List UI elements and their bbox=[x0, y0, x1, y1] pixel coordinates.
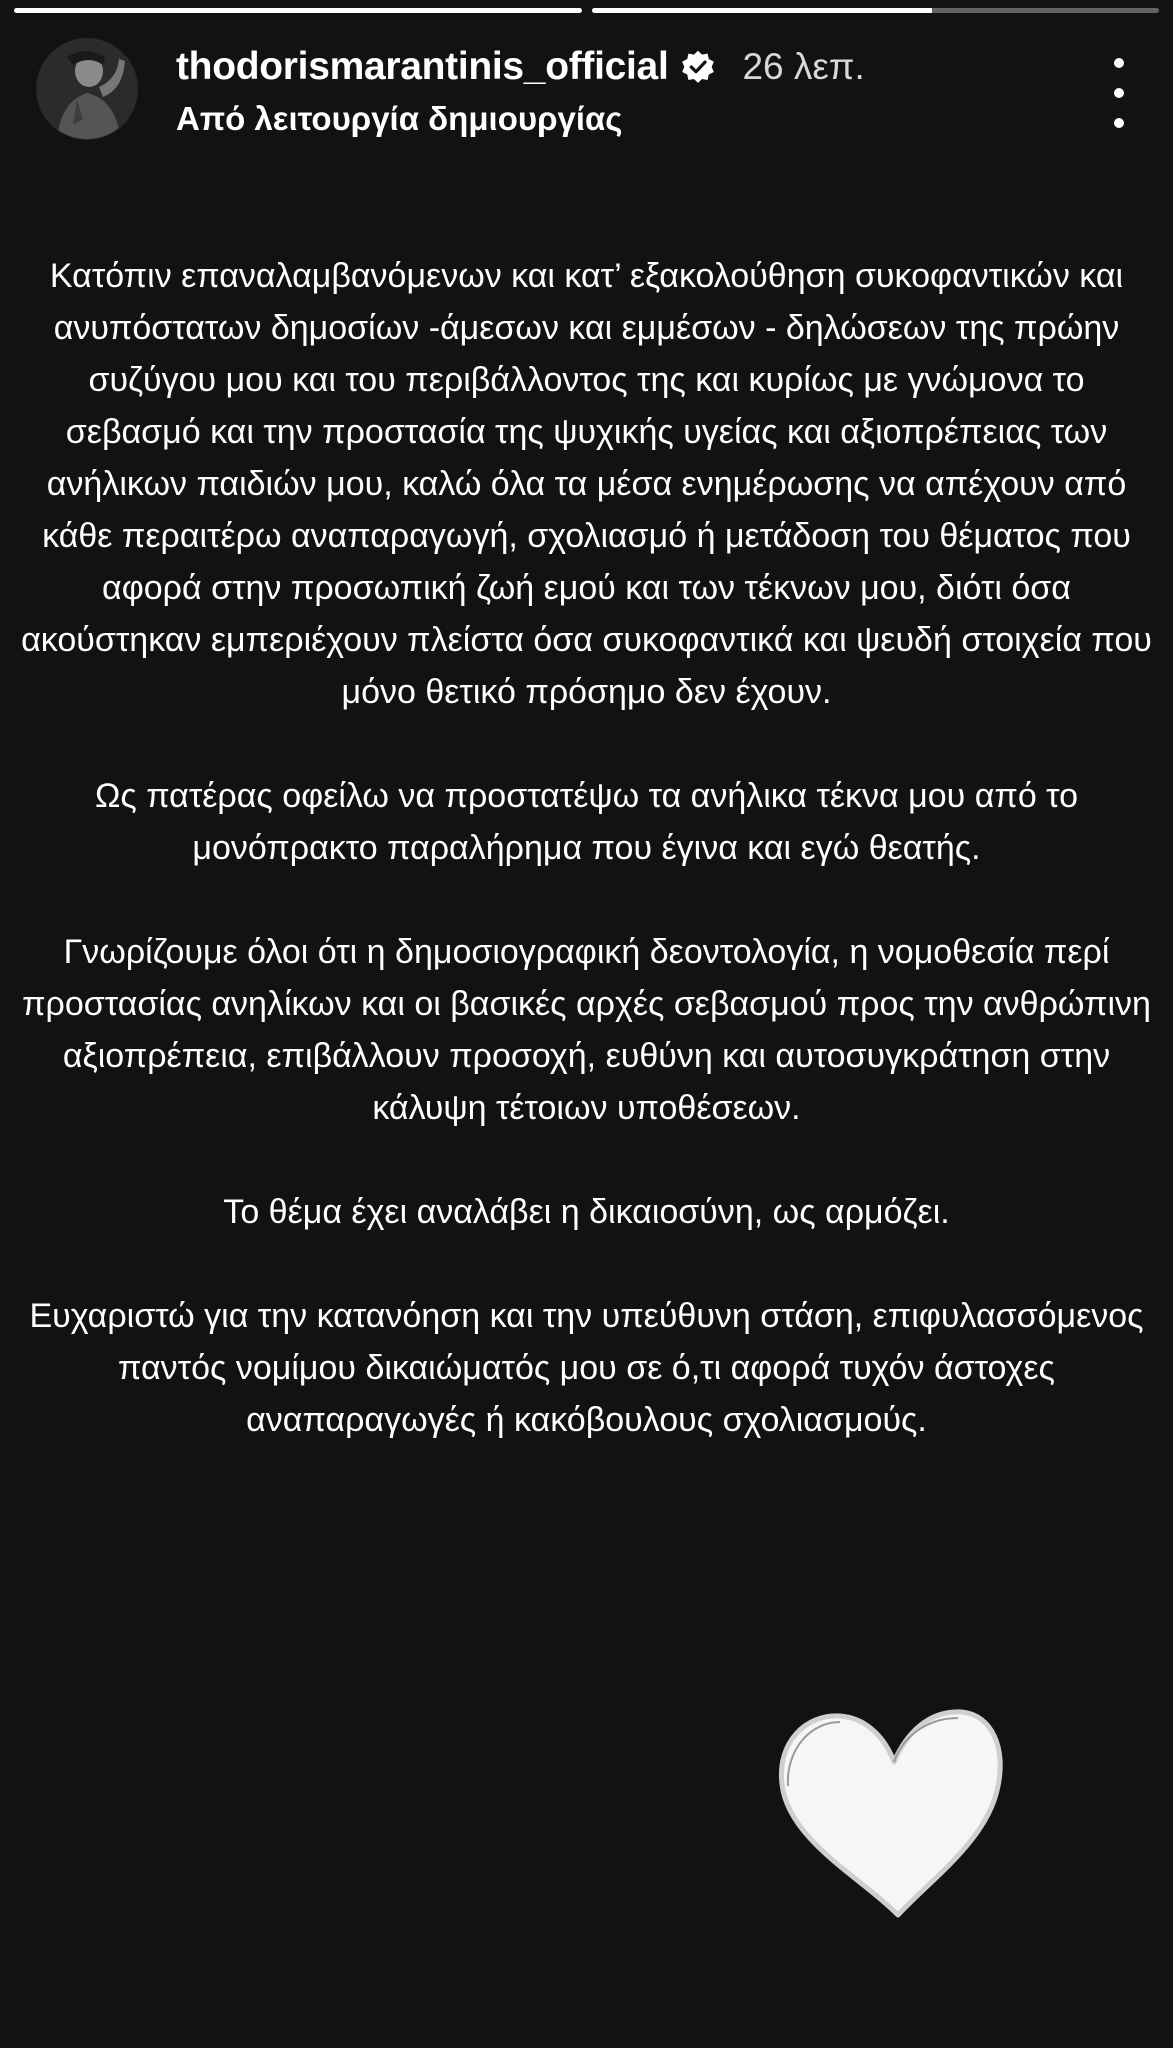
paragraph-1: Κατόπιν επαναλαμβανόμενων και κατ’ εξακολούθηση συκοφαντικών και ανυπόστατων δημοσίων -άμεσων και εμμέσων - δηλώσεων της πρώην συζύγου μου και του περιβάλλοντος της και κυρίως με γνώμονα το σεβασμό και την προστασία της ψυχικής υγείας και αξιοπρέπειας των ανήλικων παιδιών μου, καλώ όλα τα μέσα ενημέρωσης να απέχουν από κάθε περαιτέρω αναπαραγωγή, σχολιασμό ή μετάδοση του θέματος που αφορά στην προσωπική ζωή εμού και των τέκνων μου, διότι όσα ακούστηκαν εμπεριέχουν πλείστα όσα συκοφαντικά και ψευδή στοιχεία που μόνο θετικό πρόσημο δεν έχουν. bbox=[21, 257, 1152, 711]
avatar-photo-icon bbox=[37, 39, 137, 139]
username-row bbox=[176, 40, 865, 94]
progress-bar-1 bbox=[14, 8, 582, 13]
verified-badge-icon bbox=[680, 49, 716, 85]
story-text bbox=[20, 250, 1153, 1498]
paragraph-5: Ευχαριστώ για την κατανόηση και την υπεύθυνη στάση, επιφυλασσόμενος παντός νομίμου δικαιώματός μου σε ό,τι αφορά τυχόν άστοχες αναπαραγωγές ή κακόβουλους σχολιασμούς. bbox=[29, 1297, 1144, 1439]
post-time: 26 λεπ. bbox=[742, 46, 865, 87]
more-options-button[interactable] bbox=[1101, 58, 1137, 128]
story-header bbox=[36, 38, 1137, 148]
more-vertical-icon bbox=[1114, 58, 1124, 68]
creation-mode-label[interactable]: Από λειτουργία δημιουργίας bbox=[176, 100, 623, 137]
progress-fill-1 bbox=[14, 8, 582, 13]
paragraph-2: Ως πατέρας οφείλω να προστατέψω τα ανήλικα τέκνα μου από το μονόπρακτο παραλήρημα που έγινα και εγώ θεατής. bbox=[94, 777, 1079, 867]
white-heart-icon bbox=[770, 1700, 1010, 1930]
progress-fill-2 bbox=[592, 8, 933, 13]
avatar[interactable] bbox=[36, 38, 138, 140]
more-vertical-icon-dot bbox=[1114, 88, 1124, 98]
story-progress bbox=[14, 8, 1159, 13]
paragraph-4: Το θέμα έχει αναλάβει η δικαιοσύνη, ως αρμόζει. bbox=[223, 1193, 950, 1231]
progress-bar-2 bbox=[592, 8, 1160, 13]
more-vertical-icon-dot bbox=[1114, 118, 1124, 128]
paragraph-3: Γνωρίζουμε όλοι ότι η δημοσιογραφική δεοντολογία, η νομοθεσία περί προστασίας ανηλίκων και οι βασικές αρχές σεβασμού προς την ανθρώπινη αξιοπρέπεια, επιβάλλουν προσοχή, ευθύνη και αυτοσυγκράτηση στην κάλυψη τέτοιων υποθέσεων. bbox=[22, 933, 1151, 1127]
username[interactable]: thodorismarantinis_official bbox=[176, 45, 669, 88]
